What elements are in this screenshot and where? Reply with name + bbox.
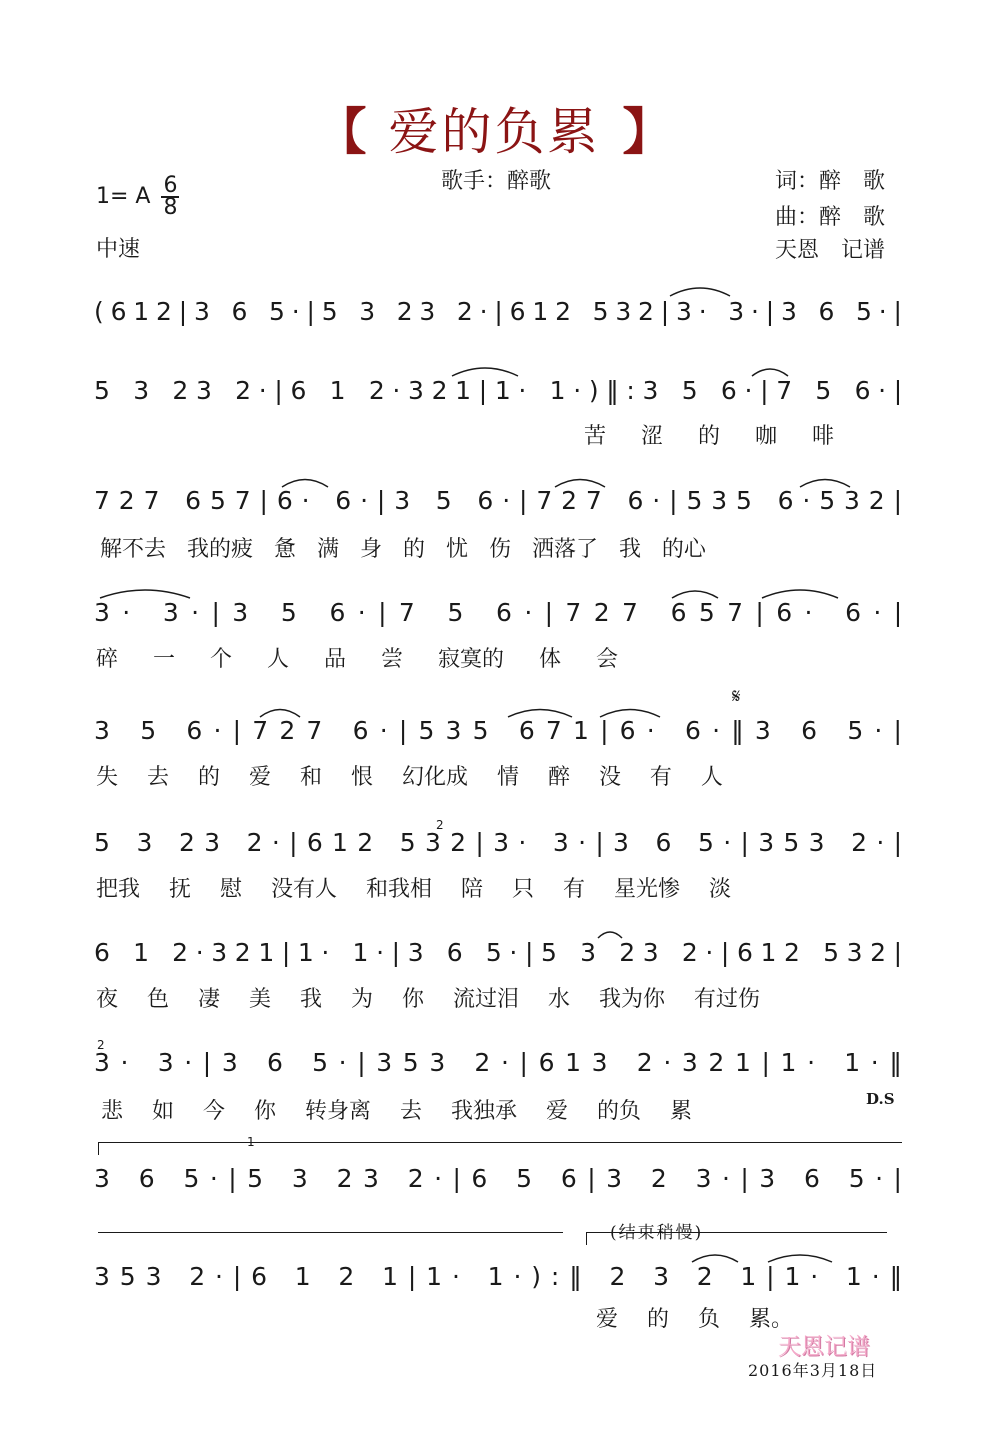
time-sig-bottom: 8 [163, 195, 178, 220]
slur [600, 710, 660, 718]
second-ending-mark-2: 2 [97, 1038, 105, 1052]
slur [672, 591, 718, 598]
ds-label: D.S [866, 1090, 895, 1108]
slur [692, 1255, 738, 1262]
slur [800, 480, 850, 488]
music-line-10: 353 2·|6 1 2 1|1· 1·):‖ 2 3 2 1|1· 1·‖ [94, 1262, 912, 1291]
slur [508, 710, 572, 718]
ending-note: (结束稍慢) [610, 1223, 704, 1243]
music-line-6: 5 3 23 2·|612 532|3· 3·|3 6 5·|353 2·| [94, 828, 912, 857]
slur [555, 480, 605, 488]
slur [752, 369, 788, 376]
slur [768, 1255, 832, 1262]
lyric-line-3: 解不去 我的疲 惫 满 身 的 忧 伤 洒落了 我 的心 [100, 537, 706, 562]
lyric-line-8: 悲 如 今 你 转身离 去 我独承 爱 的负 累 [101, 1099, 692, 1124]
lyricist-label: 词：醉 歌 [775, 169, 886, 194]
lyric-line-5: 失 去 的 爱 和 恨 幻化成 情 醉 没 有 人 [96, 765, 723, 790]
music-line-5: 3 5 6·|727 6·|535 671|6· 6·‖3 6 5·| [94, 716, 914, 745]
lyric-line-4: 碎 一 个 人 品 尝 寂寞的 体 会 [96, 647, 618, 672]
slur [762, 590, 838, 598]
transcriber-stamp: 天恩记谱 [778, 1334, 870, 1360]
time-sig-top: 6 [163, 173, 178, 198]
composer-label: 曲：醉 歌 [775, 205, 886, 230]
slur [670, 288, 730, 296]
slur [260, 710, 300, 718]
music-line-2: 5 3 23 2·|6 1 2·321|1· 1·)‖:3 5 6·|7 5 6·| [94, 376, 910, 405]
lyric-line-10: 爱 的 负 累。 [596, 1307, 793, 1332]
music-line-7: 6 1 2·321|1· 1·|3 6 5·|5 3 23 2·|612 532| [94, 938, 910, 967]
slur [100, 590, 190, 598]
lyric-line-7: 夜 色 凄 美 我 为 你 流过泪 水 我为你 有过伤 [96, 987, 760, 1012]
title-open-bracket: 【 [316, 103, 367, 161]
title-text: 爱的负累 [388, 103, 601, 161]
transcriber-label: 天恩 记谱 [775, 238, 886, 263]
music-line-4: 3· 3·|3 5 6·|7 5 6·|727 657|6· 6·| [94, 598, 915, 627]
tempo-label: 中速 [96, 237, 141, 262]
title-close-bracket: 】 [622, 103, 673, 161]
lyric-line-6: 把我 抚 慰 没有人 和我相 陪 只 有 星光惨 淡 [96, 877, 731, 902]
music-line-1: (612|3 6 5·|5 3 23 2·|612 532|3· 3·|3 6 5·| [94, 297, 909, 326]
first-ending-mark: 1 [247, 1135, 255, 1149]
music-line-8: 3· 3·|3 6 5·|353 2·|613 2·321|1· 1·‖ [94, 1048, 913, 1077]
music-line-9: 3 6 5·|5 3 23 2·|6 5 6|3 2 3·|3 6 5·| [94, 1164, 913, 1193]
music-line-3: 727 657|6· 6·|3 5 6·|727 6·|535 6·532| [94, 486, 911, 515]
lyric-line-2: 苦 涩 的 咖 啡 [584, 424, 834, 449]
segno-icon: 𝄋 [732, 684, 741, 708]
singer-label: 歌手：醉歌 [441, 169, 552, 194]
second-ending-mark: 2 [436, 818, 444, 832]
slur [282, 480, 328, 488]
date-label: 2016年3月18日 [748, 1361, 878, 1380]
slur [598, 932, 622, 938]
key-label: 1= A [96, 184, 151, 209]
slur [452, 368, 518, 376]
